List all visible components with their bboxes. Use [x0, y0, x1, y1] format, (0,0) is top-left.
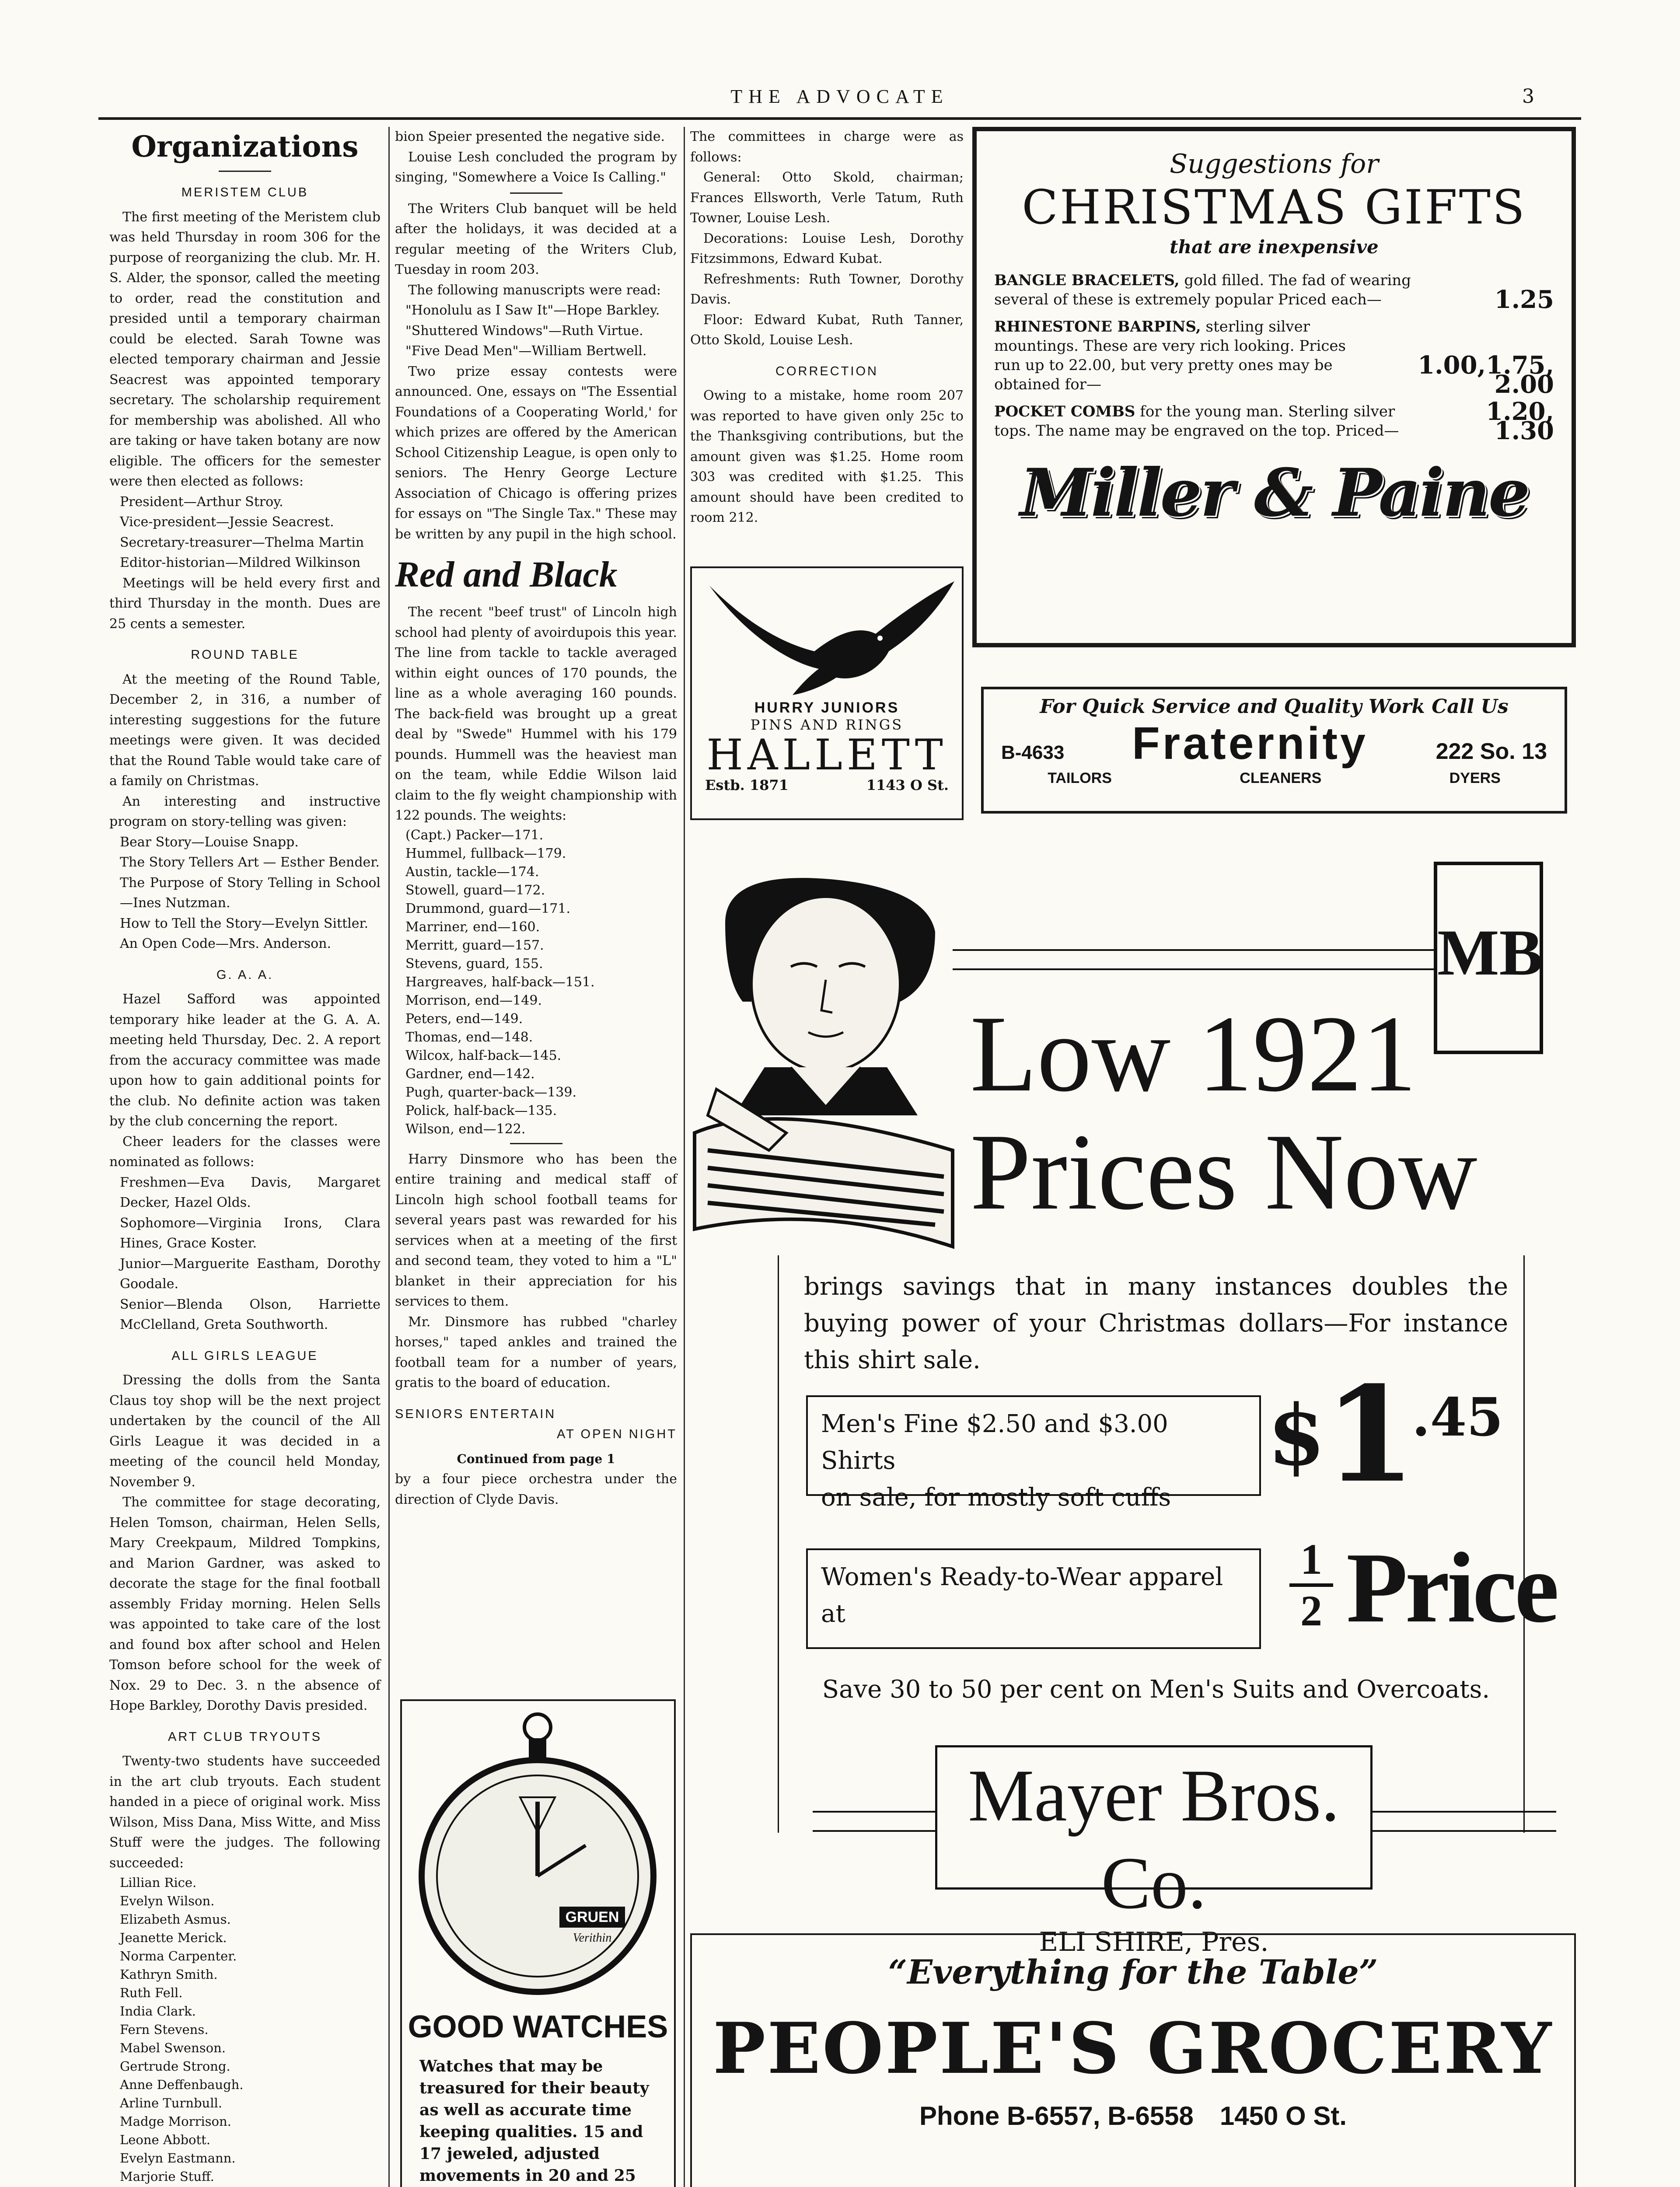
- meristem-heading: MERISTEM CLUB: [181, 185, 309, 199]
- list-item: How to Tell the Story—Evelyn Sittler.: [120, 915, 369, 931]
- paragraph: Twenty-two students have succeeded in the art club tryouts. Each student handed in a piece of original work. Miss Wilson, Miss Dana, Miss Witte, and Miss Stuff were the judges. The following succeeded:: [109, 1754, 381, 1871]
- paragraph: Decorations: Louise Lesh, Dorothy Fitzsimmons, Edward Kubat.: [690, 231, 964, 266]
- womens-sale-line1: Women's Ready-to-Wear apparel: [821, 1563, 1223, 1591]
- hallett-address: 1143 O St.: [866, 777, 949, 793]
- paragraph: Dressing the dolls from the Santa Claus toy shop will be the next project undertaken by the council of the All Girls League it was decided in a meeting of the council held Monday, November 9.: [109, 1373, 381, 1490]
- list-item: India Clark.: [120, 2004, 196, 2019]
- list-item: Hargreaves, half-back—151.: [405, 974, 595, 990]
- price-cents: .45: [1412, 1387, 1503, 1448]
- miller-paine-ad: [972, 127, 1576, 647]
- christmas-gifts-title: CHRISTMAS GIFTS: [1022, 180, 1526, 235]
- bangle-bracelets-price: 1.25: [1494, 285, 1554, 314]
- list-item: Jeanette Merick.: [120, 1930, 227, 1945]
- list-item: Wilcox, half-back—145.: [405, 1048, 562, 1063]
- seniors-heading: SENIORS ENTERTAIN: [395, 1407, 556, 1421]
- page-number: 3: [1522, 85, 1534, 108]
- hallett-line2: PINS AND RINGS: [750, 716, 904, 733]
- all-girls-league-heading: ALL GIRLS LEAGUE: [171, 1349, 318, 1363]
- list-item: Madge Morrison.: [120, 2114, 231, 2129]
- list-item: Freshmen—Eva Davis, Margaret Decker, Hazel Olds.: [120, 1174, 381, 1210]
- masthead: [0, 85, 1680, 116]
- paragraph: Mr. Dinsmore has rubbed "charley horses," taped ankles and trained the football team for a number of years, gratis to the board of education.: [395, 1314, 677, 1390]
- list-item: Thomas, end—148.: [405, 1029, 533, 1045]
- bangle-bracelets-name: BANGLE BRACELETS,: [994, 272, 1180, 289]
- list-item: "Five Dead Men"—William Bertwell.: [405, 343, 647, 359]
- gruen-watches-ad: [400, 1699, 676, 2187]
- bangle-bracelets-desc: gold filled. The fad of wearing several of these is extremely popular Priced each—: [994, 272, 1411, 308]
- fraction-numerator: 1: [1300, 1535, 1322, 1583]
- list-item: Merritt, guard—157.: [405, 937, 544, 953]
- list-item: Peters, end—149.: [405, 1011, 523, 1027]
- organizations-column: [109, 127, 381, 2187]
- paragraph: Two prize essay contests were announced. One, essays on "The Essential Foundations of a Cooperating World,' for which prizes are offered by the American School Citizenship League, is open only to seniors. The Henry George Lecture Association of Chicago is offering prizes for essays on "The Single Tax." These may be written by any pupil in the high school.: [395, 363, 677, 542]
- paragraph: Louise Lesh concluded the program by singing, "Somewhere a Voice Is Calling.": [395, 149, 677, 185]
- list-item: Lillian Rice.: [120, 1875, 197, 1890]
- news-column-3: [690, 127, 964, 528]
- continued-note: Continued from page 1: [457, 1451, 615, 1466]
- prices-now-heading: Prices Now: [970, 1111, 1477, 1233]
- list-item: Stevens, guard, 155.: [405, 956, 543, 971]
- paragraph: by a four piece orchestra under the direction of Clyde Davis.: [395, 1471, 677, 1507]
- suggestions-text: Suggestions for: [1170, 149, 1379, 179]
- fraction-denominator: 2: [1300, 1586, 1322, 1635]
- rhinestone-barpins-price: 1.00,1.75, 2.00: [1418, 351, 1554, 399]
- paragraph: At the meeting of the Round Table, December 2, in 316, a number of interesting suggestions for the future meetings were given. It was decided that the Round Table would take care of a family on Christmas.: [109, 671, 381, 789]
- art-club-heading: ART CLUB TRYOUTS: [168, 1729, 322, 1744]
- peoples-grocery-ad: [690, 1933, 1576, 2187]
- red-and-black-heading: Red and Black: [395, 554, 618, 595]
- shirt-sale-line1: Men's Fine $2.50 and $3.00 Shirts: [821, 1410, 1168, 1475]
- grocery-address: 1450 O St.: [1219, 2101, 1347, 2131]
- hallett-ad: [690, 566, 964, 820]
- shirt-sale-box: [806, 1395, 1261, 1512]
- pocket-watch-icon: [402, 1701, 673, 2003]
- shirt-sale-line2: on sale, for mostly soft cuffs: [821, 1483, 1171, 1512]
- list-item: Sophomore—Virginia Irons, Clara Hines, Grace Koster.: [120, 1215, 381, 1251]
- paragraph: Floor: Edward Kubat, Ruth Tanner, Otto Skold, Louise Lesh.: [690, 312, 964, 348]
- masthead-rule: [98, 117, 1581, 120]
- save-text: Save 30 to 50 per cent on Men's Suits and Overcoats.: [822, 1675, 1490, 1704]
- paragraph: The committees in charge were as follows:: [690, 129, 964, 165]
- list-item: Fern Stevens.: [120, 2022, 209, 2037]
- rhinestone-barpins-name: RHINESTONE BARPINS,: [994, 318, 1201, 335]
- price-dollars: 1: [1324, 1357, 1416, 1512]
- list-item: Editor-historian—Mildred Wilkinson: [120, 555, 361, 570]
- man-reading-illustration: [690, 870, 961, 1264]
- good-watches-title: GOOD WATCHES: [408, 2009, 668, 2044]
- hallett-line1: HURRY JUNIORS: [754, 699, 900, 716]
- inexpensive-text: that are inexpensive: [1170, 236, 1379, 258]
- organizations-heading: Organizations: [131, 129, 359, 164]
- list-item: Elizabeth Asmus.: [120, 1912, 231, 1927]
- list-item: Evelyn Eastmann.: [120, 2151, 236, 2166]
- list-item: The Story Tellers Art — Esther Bender.: [120, 855, 380, 870]
- list-item: Wilson, end—122.: [405, 1121, 526, 1137]
- pocket-combs-name: POCKET COMBS: [994, 403, 1135, 420]
- watch-description: Watches that may be treasured for their beauty as well as accurate time keeping qualities. 15 and 17 jeweled, adjusted movements in 20 and 25: [419, 2057, 649, 2185]
- paragraph: The recent "beef trust" of Lincoln high school had plenty of avoirdupois this year. The line from tackle to tackle averaged within eight ounces of 170 pounds, the line as a whole averaging 160 pounds. The back-field was brought up a great deal by "Swede" Hummel with his 179 pounds. Hummell was the heaviest man on the team, while Eddie Wilson laid claim to the fly weight championship with 122 pounds. The weights:: [395, 604, 677, 823]
- pocket-combs-price: 1.20, 1.30: [1486, 397, 1554, 445]
- hallett-established: Estb. 1871: [705, 777, 789, 793]
- list-item: The Purpose of Story Telling in School—Ines Nutzman.: [120, 875, 381, 911]
- paragraph: The following manuscripts were read:: [408, 282, 661, 298]
- grocery-tagline: “Everything for the Table”: [888, 1953, 1378, 1991]
- miller-paine-logo: Miller & Paine: [1020, 454, 1529, 531]
- list-item: "Shuttered Windows"—Ruth Virtue.: [405, 323, 643, 339]
- fraternity-address: 222 So. 13: [1436, 739, 1547, 764]
- list-item: Norma Carpenter.: [120, 1949, 237, 1963]
- paragraph: The Writers Club banquet will be held after the holidays, it was decided at a regular meeting of the Writers Club, Tuesday in room 203.: [395, 201, 677, 277]
- list-item: Vice-president—Jessie Seacrest.: [120, 514, 334, 530]
- hallett-name: HALLETT: [706, 730, 947, 779]
- fraternity-tagline: For Quick Service and Quality Work Call Us: [1040, 695, 1509, 718]
- paragraph: Owing to a mistake, home room 207 was reported to have given only 25c to the Thanksgiving contributions, but the amount given was $1.25. Home room 303 was credited with $1.25. This amount should have been credited to room 212.: [690, 388, 964, 525]
- fraternity-phone: B-4633: [1001, 742, 1065, 763]
- dyers-label: DYERS: [1449, 770, 1501, 786]
- paragraph: General: Otto Skold, chairman; Frances Ellsworth, Verle Tatum, Ruth Towner, Louise Lesh.: [690, 170, 964, 226]
- round-table-heading: ROUND TABLE: [191, 648, 299, 662]
- price-dollar-sign: $: [1268, 1387, 1326, 1484]
- correction-heading: CORRECTION: [775, 364, 878, 378]
- monogram-text: MB: [1437, 916, 1543, 989]
- pocket-combs-desc: for the young man. Sterling silver tops. The name may be engraved on the top. Priced—: [994, 403, 1399, 440]
- grocery-name: PEOPLE'S GROCERY: [713, 2007, 1554, 2089]
- mb-monogram: [1434, 862, 1543, 1054]
- news-column-2: [395, 127, 677, 1510]
- mayer-name-box: [935, 1745, 1373, 1957]
- half-fraction: [1289, 1535, 1333, 1635]
- gruen-brand: GRUEN: [565, 1909, 619, 1925]
- paragraph: Refreshments: Ruth Towner, Dorothy Davis.: [690, 271, 964, 307]
- paragraph: An interesting and instructive program on story-telling was given:: [109, 793, 381, 829]
- column-rule: [388, 127, 390, 2187]
- list-item: Hummel, fullback—179.: [405, 845, 566, 861]
- divider: [219, 171, 271, 172]
- list-item: (Capt.) Packer—171.: [405, 827, 544, 843]
- paragraph: The first meeting of the Meristem club was held Thursday in room 306 for the purpose of reorganizing the club. Mr. H. S. Alder, the sponsor, called the meeting to order, read the constitution and presided until a temporary chairman could be elected. Sarah Towne was elected temporary chairman and Jessie Seacrest was appointed temporary secretary. The scholarship requirement for membership was abolished. All who are taking or have taken botany are now eligible. The officers for the semester were then elected as follows:: [109, 209, 381, 489]
- paragraph: Meetings will be held every first and third Thursday in the month. Dues are 25 cents a semester.: [109, 575, 381, 632]
- decorative-rule: [953, 949, 1477, 970]
- list-item: Senior—Blenda Olson, Harriette McClelland, Greta Southworth.: [120, 1296, 381, 1332]
- list-item: Junior—Marguerite Eastham, Dorothy Goodale.: [120, 1256, 381, 1292]
- list-item: Mabel Swenson.: [120, 2040, 226, 2055]
- list-item: Arline Turnbull.: [120, 2096, 222, 2110]
- divider: [510, 192, 562, 194]
- list-item: Gardner, end—142.: [405, 1066, 535, 1082]
- tailors-label: TAILORS: [1048, 770, 1112, 786]
- swallow-bird-icon: [692, 568, 961, 699]
- decorative-rule: [778, 1255, 779, 1833]
- column-rule: [684, 127, 685, 2187]
- list-item: Ruth Fell.: [120, 1985, 183, 2000]
- list-item: Morrison, end—149.: [405, 992, 542, 1008]
- newspaper-title: THE ADVOCATE: [730, 86, 949, 107]
- paragraph: Harry Dinsmore who has been the entire training and medical staff of Lincoln high school football teams for several years past was rewarded for his services when at a meeting of the first and second team, they voted to him a "L" blanket in their appreciation for his services to them.: [395, 1151, 677, 1309]
- divider: [510, 1143, 562, 1144]
- paragraph: Hazel Safford was appointed temporary hike leader at the G. A. A. meeting held Thursday, Dec. 2. A report from the accuracy committee was made upon how to gain additional points for the club. No definite action was taken by the club concerning the report.: [109, 992, 381, 1129]
- womens-sale-line2: at: [821, 1600, 845, 1628]
- list-item: Polick, half-back—135.: [405, 1103, 557, 1118]
- list-item: Drummond, guard—171.: [405, 901, 571, 916]
- list-item: Leone Abbott.: [120, 2132, 210, 2147]
- list-item: Gertrude Strong.: [120, 2059, 231, 2074]
- low-1921-heading: Low 1921: [970, 993, 1417, 1114]
- price-word: Price: [1346, 1532, 1557, 1643]
- list-item: "Honolulu as I Saw It"—Hope Barkley.: [405, 303, 660, 318]
- list-item: Pugh, quarter-back—139.: [405, 1084, 577, 1100]
- mayer-body-text: brings savings that in many instances doubles the buying power of your Christmas dollars—For instance this shirt sale.: [804, 1272, 1508, 1374]
- paragraph: bion Speier presented the negative side.: [395, 129, 665, 144]
- mayer-bros-name: Mayer Bros. Co.: [968, 1754, 1340, 1924]
- list-item: President—Arthur Stroy.: [120, 494, 283, 510]
- list-item: Anne Deffenbaugh.: [120, 2077, 244, 2092]
- fraternity-name: Fraternity: [1132, 718, 1368, 769]
- list-item: An Open Code—Mrs. Anderson.: [120, 936, 332, 951]
- list-item: Marjorie Stuff.: [120, 2169, 214, 2184]
- list-item: Bear Story—Louise Snapp.: [120, 834, 299, 850]
- womens-sale-box: [806, 1548, 1261, 1649]
- seniors-subheading: AT OPEN NIGHT: [557, 1427, 677, 1441]
- list-item: Evelyn Wilson.: [120, 1894, 215, 1908]
- fraternity-ad: [981, 687, 1567, 814]
- list-item: Secretary-treasurer—Thelma Martin: [120, 535, 364, 550]
- list-item: Austin, tackle—174.: [405, 864, 539, 880]
- paragraph: The committee for stage decorating, Helen Tomson, chairman, Helen Sells, Mary Creekpaum, Mildred Tompkins, and Marion Gardner, was asked to decorate the stage for the final football assembly Friday morning. Helen Sells was appointed to take care of the lost and found box after school and Helen Tomson before school for the week of Nox. 29 to Dec. 3. n the absence of Hope Barkley, Dorothy Davis presided.: [109, 1495, 381, 1713]
- list-item: Stowell, guard—172.: [405, 882, 545, 898]
- rhinestone-barpins-desc: sterling silver mountings. These are very rich looking. Prices run up to 22.00, but very pretty ones may be obtained for—: [994, 318, 1346, 393]
- cleaners-label: CLEANERS: [1240, 770, 1322, 786]
- gaa-heading: G. A. A.: [216, 968, 274, 982]
- grocery-phone: Phone B-6557, B-6558: [919, 2101, 1194, 2131]
- paragraph: Cheer leaders for the classes were nominated as follows:: [109, 1134, 381, 1170]
- gruen-sub: Verithin: [573, 1931, 612, 1945]
- list-item: Kathryn Smith.: [120, 1967, 218, 1982]
- shirt-price: [1268, 1357, 1512, 1512]
- list-item: Marriner, end—160.: [405, 919, 540, 935]
- mayer-bros-ad: [690, 853, 1578, 1957]
- mayer-president: ELI SHIRE, Pres.: [1039, 1927, 1269, 1957]
